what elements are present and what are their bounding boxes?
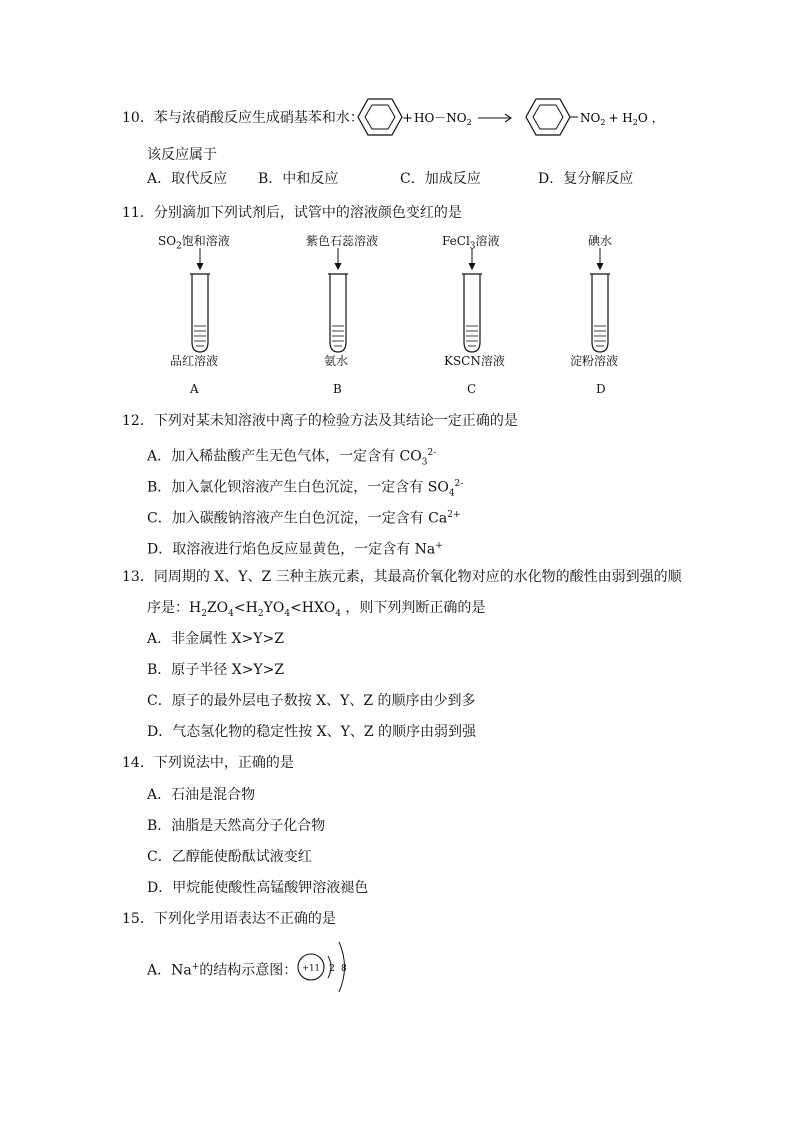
q12-stem xyxy=(122,412,518,430)
tube-b-letter: B xyxy=(333,382,342,396)
tube-c-letter: C xyxy=(467,382,477,396)
q15-stem xyxy=(122,910,336,928)
q12-text: 下列对某未知溶液中离子的检验方法及其结论一定正确的是 xyxy=(153,413,518,429)
q14-option-a[interactable]: A．石油是混合物 xyxy=(147,787,256,803)
tube-d-drawing xyxy=(550,246,650,366)
q14-option-b[interactable]: B．油脂是天然高分子化合物 xyxy=(147,818,326,834)
q13-number: 13． xyxy=(122,569,154,585)
q10-plus-water: + H xyxy=(608,111,633,125)
q10-reactant: HO－NO xyxy=(414,111,467,125)
q15-option-a[interactable]: A．Na+的结构示意图： xyxy=(147,962,298,979)
shell-2-electrons: 8 xyxy=(341,964,347,974)
q14-option-d[interactable]: D．甲烷能使酸性高锰酸钾溶液褪色 xyxy=(147,880,369,896)
tube-a-solution: 品红溶液 xyxy=(170,354,219,368)
benzene-ring-reactant xyxy=(358,99,402,135)
tube-c-drawing xyxy=(422,246,522,366)
q12-option-b[interactable]: B．加入氯化钡溶液产生白色沉淀，一定含有 $SO_4^{2-}$ xyxy=(147,479,464,499)
q14-text: 下列说法中，正确的是 xyxy=(153,755,294,771)
sodium-ion-structure-diagram xyxy=(294,938,364,998)
q13-option-b[interactable]: B．原子半径 X>Y>Z xyxy=(147,662,285,678)
tube-d-letter: D xyxy=(596,382,606,396)
tube-b-reagent: 紫色石蕊溶液 xyxy=(306,234,379,248)
tube-c-solution: KSCN溶液 xyxy=(444,354,505,368)
q11-text: 分别滴加下列试剂后，试管中的溶液颜色变红的是 xyxy=(153,205,462,221)
tube-d-solution: 淀粉溶液 xyxy=(570,354,619,368)
q12-option-c[interactable]: C．加入碳酸钠溶液产生白色沉淀，一定含有 $Ca^{2+}$ xyxy=(147,510,461,527)
q14-option-c[interactable]: C．乙醇能使酚酞试液变红 xyxy=(147,849,312,865)
q10-option-a[interactable]: A．取代反应 xyxy=(147,171,228,187)
q13-option-c[interactable]: C．原子的最外层电子数按 X、Y、Z 的顺序由少到多 xyxy=(147,693,476,709)
shell-1-electrons: 2 xyxy=(329,964,335,974)
q10-stem-line2: 该反应属于 xyxy=(147,147,217,163)
nucleus-charge: +11 xyxy=(302,963,320,974)
q12-option-a[interactable]: A．加入稀盐酸产生无色气体，一定含有 $CO_3^{2-}$ xyxy=(147,448,437,468)
q10-option-b[interactable]: B．中和反应 xyxy=(258,171,339,187)
q12-number: 12． xyxy=(122,413,154,429)
q10-option-d[interactable]: D．复分解反应 xyxy=(538,171,634,187)
test-tube-b[interactable] xyxy=(288,232,388,400)
benzene-ring-product xyxy=(526,99,578,135)
q10-number: 10． xyxy=(122,110,154,126)
tube-a-drawing xyxy=(150,246,250,366)
q10-reactant-sub: 2 xyxy=(466,118,472,127)
q15-text: 下列化学用语表达不正确的是 xyxy=(153,911,336,927)
svg-text:NO2+ H2O， xyxy=(580,111,664,127)
q10-water-o: O xyxy=(637,111,648,125)
q10-product-sub: 2 xyxy=(600,118,606,127)
tube-b-drawing xyxy=(288,246,388,366)
tube-b-solution: 氨水 xyxy=(324,354,349,368)
q13-stem xyxy=(122,568,682,586)
test-tube-c[interactable] xyxy=(422,232,522,400)
tube-c-reagent: FeCl$_3$溶液 xyxy=(442,234,500,252)
q13-text: 同周期的 X、Y、Z 三种主族元素，其最高价氧化物对应的水化物的酸性由弱到强的顺 xyxy=(153,569,682,585)
reaction-arrow xyxy=(478,114,511,122)
q11-number: 11． xyxy=(122,205,154,221)
q10-plus-sign: + xyxy=(402,111,413,126)
q13-option-a[interactable]: A．非金属性 X>Y>Z xyxy=(147,631,284,647)
q10-product: NO xyxy=(580,111,601,125)
svg-text:HO－NO2 xyxy=(414,111,472,127)
tube-a-letter: A xyxy=(190,382,199,396)
q10-comma: ， xyxy=(651,111,664,125)
q10-option-c[interactable]: C．加成反应 xyxy=(400,171,481,187)
q10-stem xyxy=(122,109,364,127)
q14-number: 14． xyxy=(122,755,154,771)
q13-stem-line2: 序是：$H_2ZO_4<H_2YO_4<HXO_4$ ，则下列判断正确的是 xyxy=(147,600,486,619)
q11-tube-figure xyxy=(150,232,650,400)
test-tube-a[interactable] xyxy=(150,232,250,400)
q11-stem xyxy=(122,204,462,222)
test-tube-d[interactable] xyxy=(550,232,650,400)
q10-text: 苯与浓硝酸反应生成硝基苯和水： xyxy=(153,110,364,126)
q12-option-d[interactable]: D．取溶液进行焰色反应显黄色，一定含有 Na+ xyxy=(147,541,443,558)
q15-number: 15． xyxy=(122,911,154,927)
q13-option-d[interactable]: D．气态氢化物的稳定性按 X、Y、Z 的顺序由弱到强 xyxy=(147,724,477,740)
tube-a-reagent: $SO_2$饱和溶液 xyxy=(158,234,230,252)
tube-d-reagent: 碘水 xyxy=(588,234,613,248)
q14-stem xyxy=(122,754,294,772)
q10-reaction-equation xyxy=(358,95,688,139)
q10-water-sub: 2 xyxy=(632,118,638,127)
